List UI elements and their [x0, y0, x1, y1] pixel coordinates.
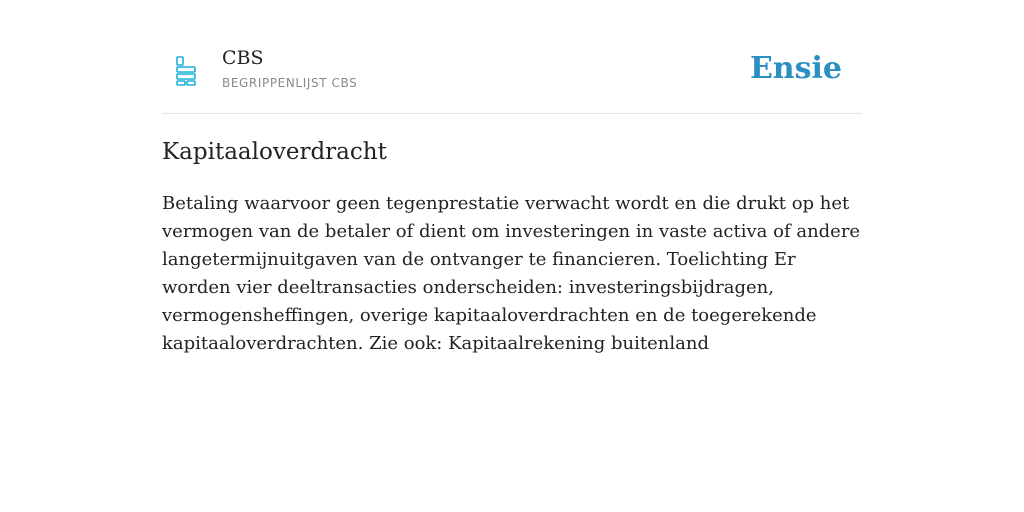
term-title: Kapitaaloverdracht	[162, 139, 387, 165]
org-subtitle[interactable]: BEGRIPPENLIJST CBS	[222, 76, 358, 90]
org-name[interactable]: CBS	[222, 47, 264, 69]
cbs-logo-icon[interactable]	[176, 56, 196, 86]
term-definition: Betaling waarvoor geen tegenprestatie verwacht wordt en die drukt op het vermogen van de betaler of dient om investeringen in vaste activa of andere langetermijnuitgaven van de ontvanger te financieren. Toelichting Er worden vier deeltransacties onderscheiden: investeringsbijdragen, vermogensheffingen, overige kapitaaloverdrachten en de toegerekende kapitaaloverdrachten. Zie ook: Kapitaalrekening buitenland	[162, 193, 861, 354]
ensie-brand-logo[interactable]: Ensie	[749, 51, 842, 86]
site-header	[162, 0, 862, 114]
